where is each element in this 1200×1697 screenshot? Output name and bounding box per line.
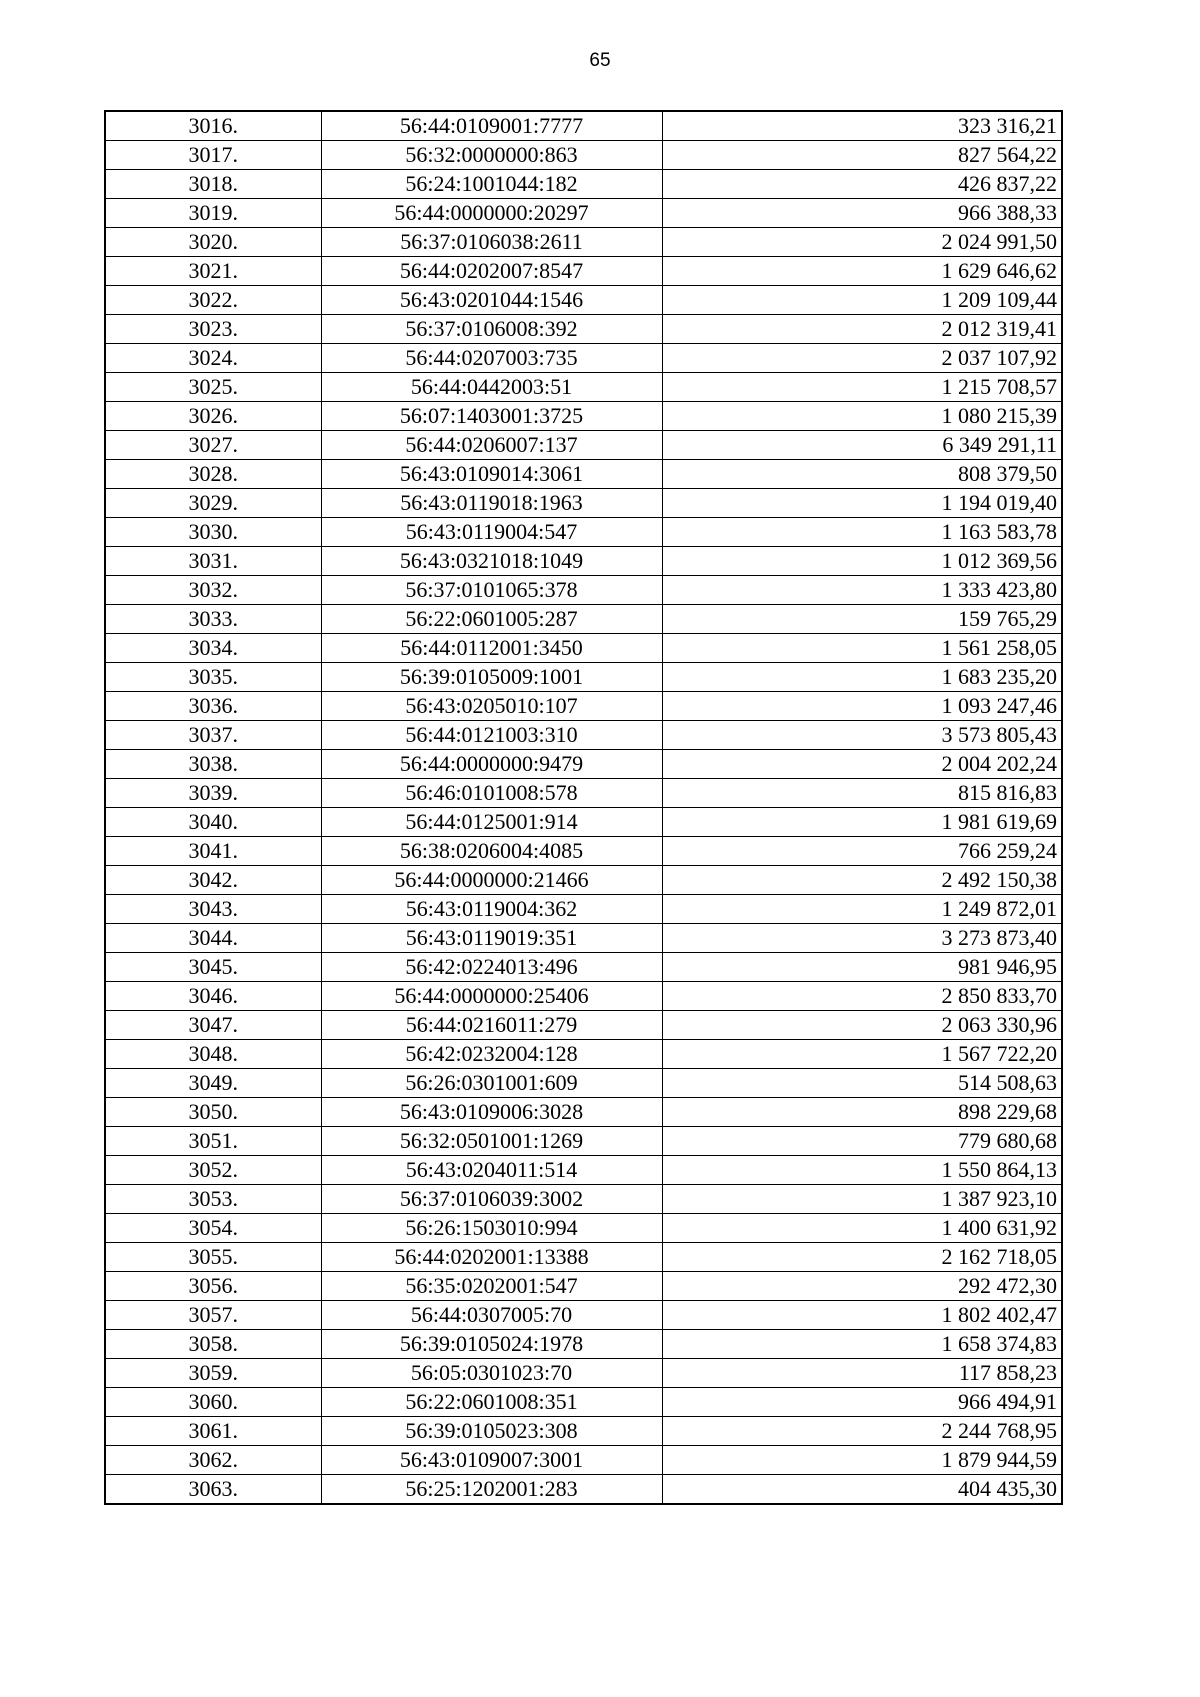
table-row (105, 141, 1062, 170)
cadastral-number-cell: 56:39:0105009:1001 (321, 663, 662, 692)
row-number-cell: 3048. (105, 1040, 321, 1069)
row-number-cell: 3049. (105, 1069, 321, 1098)
row-number-cell: 3032. (105, 576, 321, 605)
table-row (105, 1069, 1062, 1098)
value-cell: 1 879 944,59 (662, 1446, 1062, 1475)
cadastral-number-cell: 56:43:0201044:1546 (321, 286, 662, 315)
row-number-cell: 3054. (105, 1214, 321, 1243)
cadastral-number-cell: 56:44:0202001:13388 (321, 1243, 662, 1272)
cadastral-number-cell: 56:32:0000000:863 (321, 141, 662, 170)
table-row (105, 1156, 1062, 1185)
row-number-cell: 3050. (105, 1098, 321, 1127)
cadastral-number-cell: 56:44:0207003:735 (321, 344, 662, 373)
cadastral-number-cell: 56:44:0216011:279 (321, 1011, 662, 1040)
cadastral-number-cell: 56:44:0125001:914 (321, 808, 662, 837)
cadastral-number-cell: 56:43:0205010:107 (321, 692, 662, 721)
value-cell: 2 162 718,05 (662, 1243, 1062, 1272)
table-row (105, 1127, 1062, 1156)
row-number-cell: 3027. (105, 431, 321, 460)
table-row (105, 315, 1062, 344)
cadastral-number-cell: 56:44:0121003:310 (321, 721, 662, 750)
value-cell: 1 400 631,92 (662, 1214, 1062, 1243)
row-number-cell: 3040. (105, 808, 321, 837)
value-cell: 898 229,68 (662, 1098, 1062, 1127)
value-cell: 2 012 319,41 (662, 315, 1062, 344)
cadastral-number-cell: 56:37:0106038:2611 (321, 228, 662, 257)
cadastral-number-cell: 56:25:1202001:283 (321, 1475, 662, 1505)
cadastral-number-cell: 56:26:0301001:609 (321, 1069, 662, 1098)
table-row (105, 924, 1062, 953)
table-row (105, 721, 1062, 750)
cadastral-number-cell: 56:26:1503010:994 (321, 1214, 662, 1243)
value-cell: 779 680,68 (662, 1127, 1062, 1156)
value-cell: 808 379,50 (662, 460, 1062, 489)
row-number-cell: 3055. (105, 1243, 321, 1272)
value-cell: 2 063 330,96 (662, 1011, 1062, 1040)
value-cell: 1 561 258,05 (662, 634, 1062, 663)
row-number-cell: 3016. (105, 111, 321, 141)
row-number-cell: 3051. (105, 1127, 321, 1156)
value-cell: 426 837,22 (662, 170, 1062, 199)
cadastral-number-cell: 56:43:0119019:351 (321, 924, 662, 953)
value-cell: 2 037 107,92 (662, 344, 1062, 373)
table-row (105, 257, 1062, 286)
table-row (105, 953, 1062, 982)
row-number-cell: 3022. (105, 286, 321, 315)
page-number: 65 (589, 50, 611, 71)
row-number-cell: 3025. (105, 373, 321, 402)
value-cell: 1 249 872,01 (662, 895, 1062, 924)
row-number-cell: 3023. (105, 315, 321, 344)
value-cell: 404 435,30 (662, 1475, 1062, 1505)
table-row (105, 344, 1062, 373)
row-number-cell: 3031. (105, 547, 321, 576)
table-row (105, 373, 1062, 402)
cadastral-number-cell: 56:43:0109007:3001 (321, 1446, 662, 1475)
row-number-cell: 3030. (105, 518, 321, 547)
row-number-cell: 3017. (105, 141, 321, 170)
value-cell: 1 981 619,69 (662, 808, 1062, 837)
row-number-cell: 3056. (105, 1272, 321, 1301)
cadastral-number-cell: 56:43:0119018:1963 (321, 489, 662, 518)
value-cell: 815 816,83 (662, 779, 1062, 808)
value-cell: 117 858,23 (662, 1359, 1062, 1388)
table-row (105, 808, 1062, 837)
value-cell: 1 093 247,46 (662, 692, 1062, 721)
table-row (105, 111, 1062, 141)
value-cell: 1 658 374,83 (662, 1330, 1062, 1359)
value-cell: 1 387 923,10 (662, 1185, 1062, 1214)
cadastral-number-cell: 56:37:0101065:378 (321, 576, 662, 605)
row-number-cell: 3021. (105, 257, 321, 286)
row-number-cell: 3019. (105, 199, 321, 228)
table-row (105, 605, 1062, 634)
table-row (105, 750, 1062, 779)
cadastral-number-cell: 56:32:0501001:1269 (321, 1127, 662, 1156)
row-number-cell: 3057. (105, 1301, 321, 1330)
row-number-cell: 3045. (105, 953, 321, 982)
value-cell: 1 683 235,20 (662, 663, 1062, 692)
cadastral-number-cell: 56:39:0105023:308 (321, 1417, 662, 1446)
table-row (105, 663, 1062, 692)
row-number-cell: 3029. (105, 489, 321, 518)
table-row (105, 1359, 1062, 1388)
value-cell: 766 259,24 (662, 837, 1062, 866)
cadastral-number-cell: 56:44:0000000:20297 (321, 199, 662, 228)
value-cell: 981 946,95 (662, 953, 1062, 982)
row-number-cell: 3063. (105, 1475, 321, 1505)
value-cell: 1 080 215,39 (662, 402, 1062, 431)
row-number-cell: 3024. (105, 344, 321, 373)
cadastral-number-cell: 56:07:1403001:3725 (321, 402, 662, 431)
table-row (105, 1040, 1062, 1069)
table-row (105, 1272, 1062, 1301)
table-row (105, 489, 1062, 518)
cadastral-number-cell: 56:46:0101008:578 (321, 779, 662, 808)
cadastral-number-cell: 56:44:0000000:25406 (321, 982, 662, 1011)
row-number-cell: 3046. (105, 982, 321, 1011)
row-number-cell: 3033. (105, 605, 321, 634)
table-row (105, 199, 1062, 228)
value-cell: 6 349 291,11 (662, 431, 1062, 460)
cadastral-number-cell: 56:24:1001044:182 (321, 170, 662, 199)
value-cell: 1 215 708,57 (662, 373, 1062, 402)
table-row (105, 1098, 1062, 1127)
row-number-cell: 3034. (105, 634, 321, 663)
row-number-cell: 3041. (105, 837, 321, 866)
row-number-cell: 3062. (105, 1446, 321, 1475)
table-row (105, 1214, 1062, 1243)
value-cell: 323 316,21 (662, 111, 1062, 141)
cadastral-number-cell: 56:44:0000000:21466 (321, 866, 662, 895)
table-row (105, 286, 1062, 315)
table-row (105, 982, 1062, 1011)
value-cell: 1 567 722,20 (662, 1040, 1062, 1069)
table-row (105, 228, 1062, 257)
cadastral-number-cell: 56:05:0301023:70 (321, 1359, 662, 1388)
row-number-cell: 3036. (105, 692, 321, 721)
row-number-cell: 3044. (105, 924, 321, 953)
value-cell: 2 492 150,38 (662, 866, 1062, 895)
row-number-cell: 3059. (105, 1359, 321, 1388)
cadastral-number-cell: 56:44:0000000:9479 (321, 750, 662, 779)
cadastral-number-cell: 56:37:0106008:392 (321, 315, 662, 344)
value-cell: 1 629 646,62 (662, 257, 1062, 286)
table-row (105, 634, 1062, 663)
table-row (105, 1475, 1062, 1505)
value-cell: 1 333 423,80 (662, 576, 1062, 605)
value-cell: 1 163 583,78 (662, 518, 1062, 547)
cadastral-number-cell: 56:44:0109001:7777 (321, 111, 662, 141)
table-row (105, 1446, 1062, 1475)
table-row (105, 1388, 1062, 1417)
cadastral-number-cell: 56:43:0321018:1049 (321, 547, 662, 576)
table-row (105, 1011, 1062, 1040)
cadastral-number-cell: 56:43:0109014:3061 (321, 460, 662, 489)
table-row (105, 837, 1062, 866)
table-row (105, 170, 1062, 199)
cadastral-number-cell: 56:43:0119004:547 (321, 518, 662, 547)
table-row (105, 402, 1062, 431)
value-cell: 966 388,33 (662, 199, 1062, 228)
value-cell: 1 550 864,13 (662, 1156, 1062, 1185)
value-cell: 514 508,63 (662, 1069, 1062, 1098)
value-cell: 2 004 202,24 (662, 750, 1062, 779)
table-row (105, 576, 1062, 605)
cadastral-number-cell: 56:35:0202001:547 (321, 1272, 662, 1301)
value-cell: 2 850 833,70 (662, 982, 1062, 1011)
value-cell: 2 024 991,50 (662, 228, 1062, 257)
table-row (105, 1243, 1062, 1272)
table-row (105, 518, 1062, 547)
table-row (105, 692, 1062, 721)
cadastral-number-cell: 56:44:0206007:137 (321, 431, 662, 460)
value-cell: 3 273 873,40 (662, 924, 1062, 953)
row-number-cell: 3058. (105, 1330, 321, 1359)
value-cell: 1 802 402,47 (662, 1301, 1062, 1330)
value-cell: 966 494,91 (662, 1388, 1062, 1417)
row-number-cell: 3052. (105, 1156, 321, 1185)
value-cell: 3 573 805,43 (662, 721, 1062, 750)
row-number-cell: 3020. (105, 228, 321, 257)
table-row (105, 895, 1062, 924)
cadastral-number-cell: 56:22:0601005:287 (321, 605, 662, 634)
row-number-cell: 3047. (105, 1011, 321, 1040)
row-number-cell: 3060. (105, 1388, 321, 1417)
value-cell: 1 209 109,44 (662, 286, 1062, 315)
cadastral-number-cell: 56:37:0106039:3002 (321, 1185, 662, 1214)
row-number-cell: 3043. (105, 895, 321, 924)
cadastral-number-cell: 56:42:0232004:128 (321, 1040, 662, 1069)
cadastral-number-cell: 56:22:0601008:351 (321, 1388, 662, 1417)
cadastral-number-cell: 56:44:0307005:70 (321, 1301, 662, 1330)
row-number-cell: 3039. (105, 779, 321, 808)
registry-table-body (105, 111, 1062, 1504)
row-number-cell: 3042. (105, 866, 321, 895)
cadastral-number-cell: 56:44:0112001:3450 (321, 634, 662, 663)
value-cell: 159 765,29 (662, 605, 1062, 634)
cadastral-number-cell: 56:43:0204011:514 (321, 1156, 662, 1185)
value-cell: 292 472,30 (662, 1272, 1062, 1301)
cadastral-number-cell: 56:39:0105024:1978 (321, 1330, 662, 1359)
table-row (105, 1417, 1062, 1446)
value-cell: 1 012 369,56 (662, 547, 1062, 576)
cadastral-number-cell: 56:43:0109006:3028 (321, 1098, 662, 1127)
table-row (105, 866, 1062, 895)
registry-table (104, 110, 1063, 1505)
table-row (105, 779, 1062, 808)
cadastral-number-cell: 56:44:0202007:8547 (321, 257, 662, 286)
row-number-cell: 3037. (105, 721, 321, 750)
row-number-cell: 3061. (105, 1417, 321, 1446)
value-cell: 2 244 768,95 (662, 1417, 1062, 1446)
value-cell: 827 564,22 (662, 141, 1062, 170)
row-number-cell: 3053. (105, 1185, 321, 1214)
table-row (105, 547, 1062, 576)
row-number-cell: 3018. (105, 170, 321, 199)
row-number-cell: 3035. (105, 663, 321, 692)
value-cell: 1 194 019,40 (662, 489, 1062, 518)
table-row (105, 431, 1062, 460)
table-row (105, 1301, 1062, 1330)
cadastral-number-cell: 56:44:0442003:51 (321, 373, 662, 402)
table-row (105, 1185, 1062, 1214)
table-row (105, 1330, 1062, 1359)
row-number-cell: 3038. (105, 750, 321, 779)
cadastral-number-cell: 56:43:0119004:362 (321, 895, 662, 924)
cadastral-number-cell: 56:38:0206004:4085 (321, 837, 662, 866)
table-row (105, 460, 1062, 489)
cadastral-number-cell: 56:42:0224013:496 (321, 953, 662, 982)
row-number-cell: 3028. (105, 460, 321, 489)
row-number-cell: 3026. (105, 402, 321, 431)
